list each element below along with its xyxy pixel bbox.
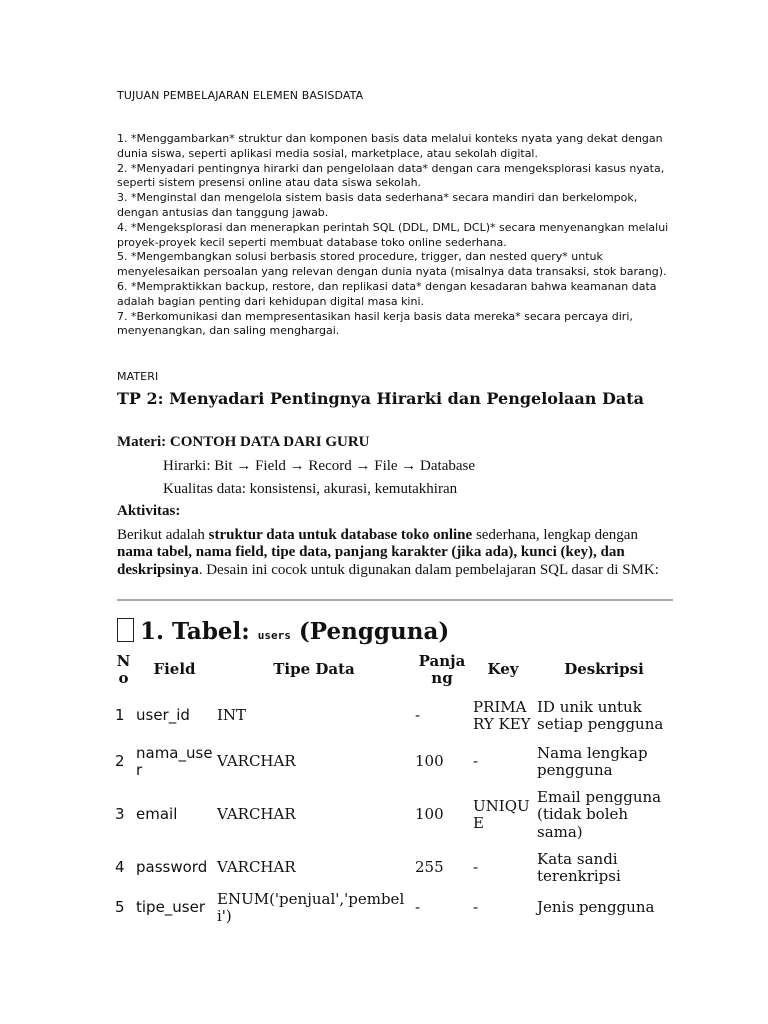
- cell-field: email: [136, 805, 178, 824]
- header-cell: Panjang: [418, 651, 466, 687]
- horizontal-rule: [117, 599, 673, 601]
- table-title-suffix: (Pengguna): [290, 618, 450, 645]
- objective-item: 3. *Menginstal dan mengelola sistem basis data sederhana* secara mandiri dan berkelompok, dengan antusias dan tanggung jawab.: [117, 191, 638, 219]
- cell-no: 4: [115, 858, 125, 877]
- missing-glyph-icon: [117, 618, 134, 642]
- cell-type: VARCHAR: [217, 858, 296, 877]
- document-heading: TUJUAN PEMBELAJARAN ELEMEN BASISDATA: [117, 89, 364, 102]
- cell-length: 100: [415, 805, 444, 824]
- table-title: [117, 616, 449, 652]
- cell-type: ENUM('penjual','pembeli'): [217, 889, 405, 925]
- table-row: [113, 848, 673, 888]
- cell-length: -: [415, 706, 421, 725]
- cell-key: PRIMARY KEY: [473, 697, 531, 733]
- cell-key: -: [473, 898, 479, 917]
- paragraph-bold-text: struktur data untuk database toko online: [208, 527, 473, 543]
- table-row: [113, 690, 673, 742]
- table-name-code: users: [257, 629, 291, 642]
- cell-key: -: [473, 752, 479, 771]
- cell-field: password: [136, 858, 208, 877]
- cell-length: 255: [415, 858, 444, 877]
- header-cell: Key: [487, 660, 519, 679]
- materi-label: MATERI: [117, 370, 159, 383]
- materi-heading: Materi: CONTOH DATA DARI GURU: [117, 434, 370, 450]
- objective-item: 6. *Mempraktikkan backup, restore, dan replikasi data* dengan kesadaran bahwa keamanan data adalah bagian penting dari kehidupan digital masa kini.: [117, 279, 657, 308]
- cell-length: -: [415, 898, 421, 917]
- aktivitas-heading: Aktivitas:: [117, 503, 181, 519]
- table-row: [113, 782, 673, 848]
- header-cell: Field: [153, 660, 196, 679]
- objective-item: 2. *Menyadari pentingnya hirarki dan pengelolaan data* dengan cara mengeksplorasi kasus nyata, seperti sistem presensi online atau data siswa sekolah.: [117, 161, 665, 190]
- cell-field: nama_user: [136, 743, 213, 779]
- cell-type: VARCHAR: [217, 752, 296, 771]
- objective-item: 5. *Mengembangkan solusi berbasis stored procedure, trigger, dan nested query* untuk menyelesaikan persoalan yang relevan dengan dunia nyata (misalnya data transaksi, stok barang).: [117, 250, 667, 279]
- tp-title: TP 2: Menyadari Pentingnya Hirarki dan Pengelolaan Data: [117, 389, 644, 408]
- cell-key: -: [473, 858, 479, 877]
- paragraph-text: Berikut adalah: [117, 527, 209, 543]
- aktivitas-paragraph: [117, 527, 677, 579]
- header-cell: Deskripsi: [564, 660, 644, 679]
- cell-description: ID unik untuk setiap pengguna: [537, 697, 664, 733]
- cell-no: 1: [115, 706, 125, 725]
- header-cell: Tipe Data: [273, 660, 355, 679]
- cell-type: INT: [217, 706, 247, 725]
- cell-description: Kata sandi terenkripsi: [537, 849, 621, 885]
- objective-item: 4. *Mengeksplorasi dan menerapkan perintah SQL (DDL, DML, DCL)* secara menyenangkan melalui proyek-proyek kecil seperti membuat database toko online sederhana.: [117, 220, 669, 249]
- cell-description: Email pengguna (tidak boleh sama): [537, 787, 662, 841]
- cell-no: 2: [115, 752, 125, 771]
- cell-key: UNIQUE: [473, 796, 530, 832]
- cell-no: 3: [115, 805, 125, 824]
- table-row: [113, 888, 673, 928]
- table-row: [113, 742, 673, 782]
- cell-type: VARCHAR: [217, 805, 296, 824]
- cell-field: tipe_user: [136, 898, 206, 917]
- objective-item: 1. *Menggambarkan* struktur dan komponen basis data melalui konteks nyata yang dekat dengan dunia siswa, seperti aplikasi media sosial, marketplace, atau sekolah digital.: [117, 132, 663, 160]
- header-cell: No: [116, 651, 131, 687]
- data-quality-line: Kualitas data: konsistensi, akurasi, kemutakhiran: [163, 481, 458, 497]
- objective-item: 7. *Berkomunikasi dan mempresentasikan hasil kerja basis data mereka* secara percaya diri, menyenangkan, dan saling menghargai.: [117, 309, 633, 338]
- cell-length: 100: [415, 752, 444, 771]
- paragraph-bold-text: nama tabel, nama field, tipe data, panjang karakter (jika ada), kunci (key), dan deskripsinya: [117, 544, 625, 578]
- cell-description: Jenis pengguna: [537, 898, 655, 917]
- paragraph-text: sederhana, lengkap dengan: [472, 527, 638, 543]
- users-table: [113, 650, 673, 928]
- cell-field: user_id: [136, 706, 190, 725]
- cell-description: Nama lengkap pengguna: [537, 743, 648, 779]
- hierarchy-line: Hirarki: Bit → Field → Record → File → Database: [163, 458, 476, 474]
- cell-no: 5: [115, 898, 125, 917]
- learning-objectives-list: [117, 132, 677, 339]
- table-header-row: [113, 650, 673, 690]
- table-title-prefix: 1. Tabel:: [140, 618, 258, 645]
- paragraph-text: . Desain ini cocok untuk digunakan dalam pembelajaran SQL dasar di SMK:: [198, 561, 659, 578]
